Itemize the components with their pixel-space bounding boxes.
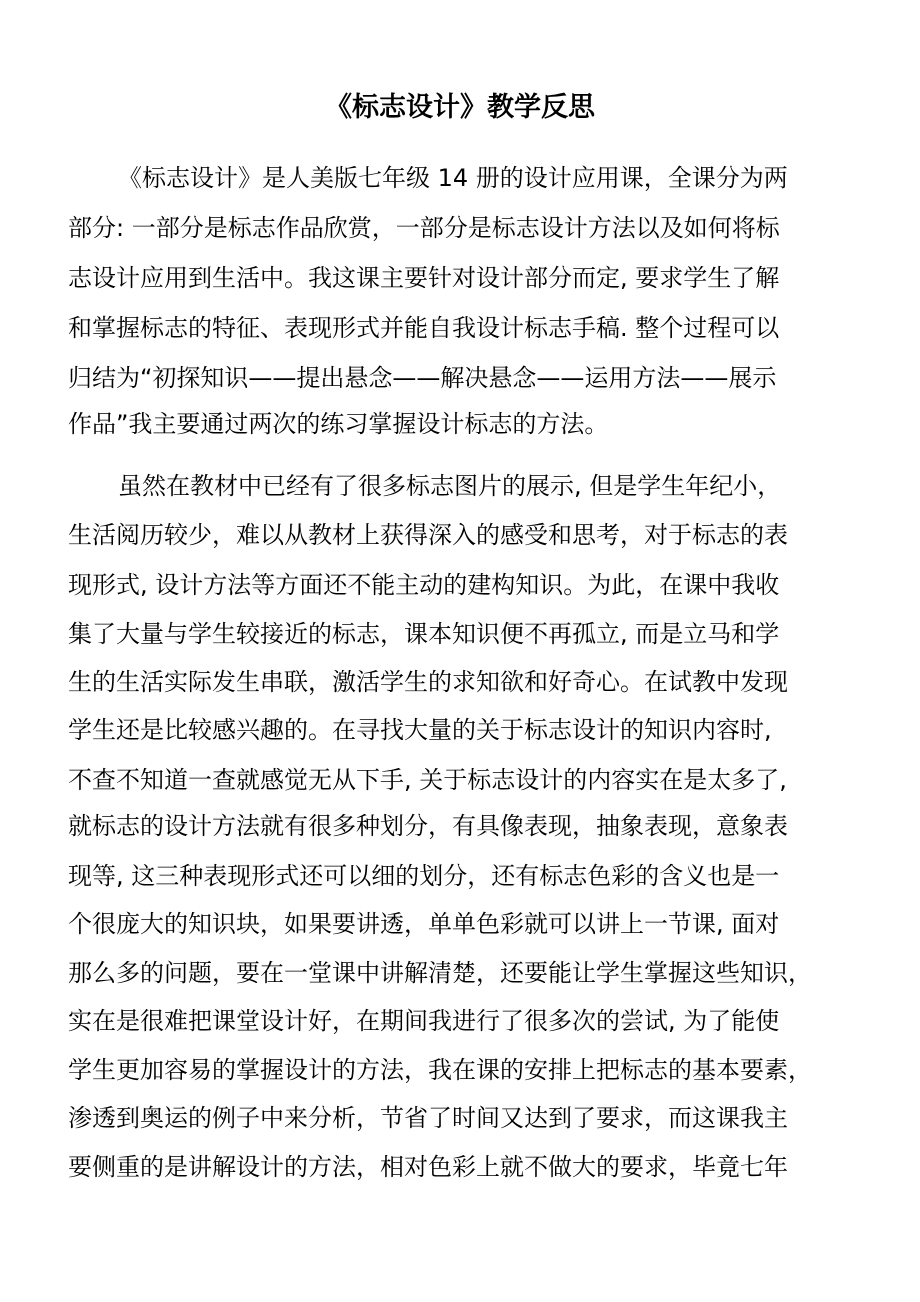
- text-line: 不查不知道一查就感觉无从下手, 关于标志设计的内容实在是太多了,: [68, 766, 787, 794]
- text-line: 生的生活实际发生串联，激活学生的求知欲和好奇心。在试教中发现: [68, 668, 788, 696]
- text-line: 要侧重的是讲解设计的方法，相对色彩上就不做大的要求，毕竟七年: [68, 1153, 788, 1181]
- text-line: 和掌握标志的特征、表现形式并能自我设计标志手稿. 整个过程可以: [68, 314, 780, 342]
- text-line: 志设计应用到生活中。我这课主要针对设计部分而定, 要求学生了解: [68, 264, 780, 292]
- text-line: 集了大量与学生较接近的标志，课本知识便不再孤立, 而是立马和学: [68, 620, 780, 648]
- text-line: 学生还是比较感兴趣的。在寻找大量的关于标志设计的知识内容时,: [68, 716, 772, 744]
- text-line: 实在是很难把课堂设计好，在期间我进行了很多次的尝试, 为了能使: [68, 1007, 780, 1035]
- text-line: 归结为“初探知识——提出悬念——解决悬念——运用方法——展示: [68, 364, 777, 392]
- text-line: 虽然在教材中已经有了很多标志图片的展示, 但是学生年纪小，: [118, 472, 782, 500]
- text-line: 渗透到奥运的例子中来分析，节省了时间又达到了要求，而这课我主: [68, 1104, 788, 1132]
- text-line: 作品”我主要通过两次的练习掌握设计标志的方法。: [68, 410, 609, 438]
- document-title: 《标志设计》教学反思: [325, 92, 595, 123]
- text-line: 生活阅历较少，难以从教材上获得深入的感受和思考，对于标志的表: [68, 521, 788, 549]
- text-line: 那么多的问题，要在一堂课中讲解清楚，还要能让学生掌握这些知识，: [68, 959, 812, 987]
- text-line: 部分: 一部分是标志作品欣赏，一部分是标志设计方法以及如何将标: [68, 214, 780, 242]
- text-line: 现形式, 设计方法等方面还不能主动的建构知识。为此，在课中我收: [68, 571, 780, 599]
- text-line: 学生更加容易的掌握设计的方法，我在课的安排上把标志的基本要素，: [68, 1056, 812, 1084]
- text-line: 个很庞大的知识块，如果要讲透，单单色彩就可以讲上一节课, 面对: [68, 910, 780, 938]
- text-line: 现等, 这三种表现形式还可以细的划分，还有标志色彩的含义也是一: [68, 862, 780, 890]
- text-line: 《标志设计》是人美版七年级 14 册的设计应用课，全课分为两: [118, 164, 788, 192]
- text-line: 就标志的设计方法就有很多种划分，有具像表现，抽象表现，意象表: [68, 812, 788, 840]
